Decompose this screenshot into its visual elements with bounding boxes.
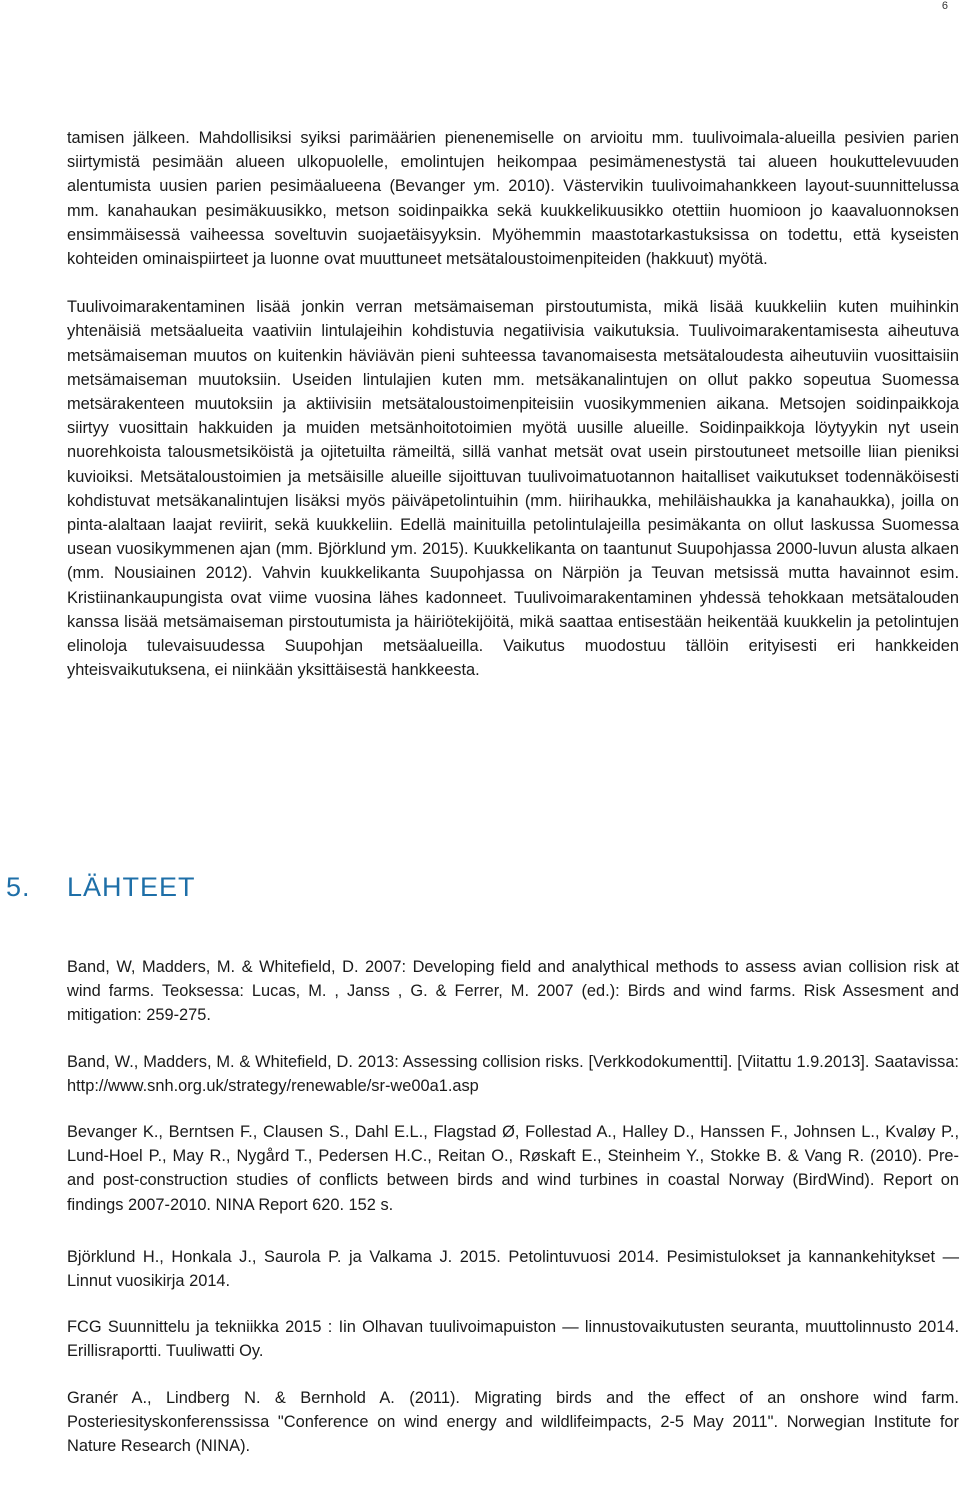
reference-item: Bevanger K., Berntsen F., Clausen S., Dahl E.L., Flagstad Ø, Follestad A., Halley D., Hanssen F., Johnsen L., Kvaløy P., Lund-Hoel P., May R., Nygård T., Pedersen H.C., Reitan O., Røskaft E., Steinheim Y., Stokke B. & Vang R. (2010). Pre- and post-construction studies of conflicts between birds and wind turbines in coastal Norway (BirdWind). Report on findings 2007-2010. NINA Report 620. 152 s. xyxy=(67,1123,959,1214)
reference-item: Band, W, Madders, M. & Whitefield, D. 2007: Developing field and analythical methods to assess avian collision risk at wind farms. Teoksessa: Lucas, M. , Janss , G. & Ferrer, M. 2007 (ed.): Birds and wind farms. Risk Assesment and mitigation: 259-275. xyxy=(67,958,959,1025)
section-title: LÄHTEET xyxy=(67,872,196,902)
body-text xyxy=(67,126,959,682)
reference-item: Band, W., Madders, M. & Whitefield, D. 2013: Assessing collision risks. [Verkkodokumentti]. [Viitattu 1.9.2013]. Saatavissa: http://www.snh.org.uk/strategy/renewable/sr-we00a1.asp xyxy=(67,1052,959,1095)
reference-list xyxy=(67,955,959,1458)
reference-item: Björklund H., Honkala J., Saurola P. ja Valkama J. 2015. Petolintuvuosi 2014. Pesimistulokset ja kannankehitykset — Linnut vuosikirja 2014. xyxy=(67,1247,959,1291)
body-paragraph: Tuulivoimarakentaminen lisää jonkin verran metsämaiseman pirstoutumista, mikä lisää kuukkeliin kuten muihinkin yhtenäisiä metsäalueita vaativiin lintulajeihin kohdistuvia negatiivisia vaikutuksia. Tuulivoimarakentamisesta aiheutuva metsämaiseman muutos on kuitenkin häviävän pieni suhteessa tavanomaisesta metsätaloudesta aiheutuviin vuosittaisiin metsämaiseman muutoksiin. Useiden lintulajien kuten mm. metsäkanalintujen on ollut pakko sopeutua Suomessa metsärakenteen muutoksiin ja aktiivisiin metsätaloustoimenpiteisiin vuosikymmenien aikana. Metsojen soidinpaikkoja siirtyy vuosittain hakkuiden ja muiden metsänhoitotoimien myötä uusille alueille. Soidinpaikkoja löytyykin nyt usein nuorehkoista talousmetsiköistä ja ojitetuilta rämeiltä, sillä vanhat metsät ovat usein pirstoutuneet metsoille liian pieniksi kuvioiksi. Metsätaloustoimien ja metsäisille alueille sijoittuvan tuulivoimatuotannon haitalliset vaikutukset todennäköisesti kohdistuvat metsäkanalintujen lisäksi myös päiväpetolintuihin (mm. hiirihaukka, mehiläishaukka ja kanahaukka), joilla on pinta-alaltaan laajat reviirit, sekä kuukkeliin. Edellä mainituilla petolintulajeilla pesimäkanta on ollut laskussa Suomessa usean vuosikymmenen ajan (mm. Björklund ym. 2015). Kuukkelikanta on taantunut Suupohjassa 2000-luvun alusta alkaen (mm. Nousiainen 2012). Vahvin kuukkelikanta Suupohjassa on Närpiön ja Teuvan metsissä mutta havainnot esim. Kristiinankaupungista ovat viime vuosina lähes kadonneet. Tuulivoimarakentaminen yhdessä tehokkaan metsätalouden kanssa lisää metsämaiseman pirstoutumista ja häiriötekijöitä, mikä saattaa entisestään heikentää kuukkelin ja petolintujen elinoloja tulevaisuudessa Suupohjan metsäalueilla. Vaikutus muodostuu tällöin erityisesti eri hankkeiden yhteisvaikutuksena, ei niinkään yksittäisestä hankkeesta. xyxy=(67,298,959,680)
reference-item: Granér A., Lindberg N. & Bernhold A. (2011). Migrating birds and the effect of an onshore wind farm. Posteriesityskonferenssissa "Conference on wind energy and wildlifeimpacts, 2-5 May 2011". Norwegian Institute for Nature Research (NINA). xyxy=(67,1388,959,1456)
body-paragraph: tamisen jälkeen. Mahdollisiksi syiksi parimäärien pienenemiselle on arvioitu mm. tuulivoimala-alueilla pesivien parien siirtymistä pesimään alueen ulkopuolelle, emolintujen heikompaa pesimämenestystä tai alueen houkuttelevuuden alentumista uusien parien pesimäalueena (Bevanger ym. 2010). Västervikin tuulivoimahankkeen layout-suunnittelussa mm. kanahaukan pesimäkuusikko, metson soidinpaikka sekä kuukkelikuusikko otettiin huomioon jo kaavaluonnoksen ensimmäisessä vaiheessa soveltuvin suojaetäisyyksin. Myöhemmin maastotarkastuksissa on todettu, että kyseisten kohteiden ominaispiirteet ja luonne ovat muuttuneet metsätaloustoimenpiteiden (hakkuut) myötä. xyxy=(67,129,959,269)
page-number: 6 xyxy=(941,0,948,12)
reference-item: FCG Suunnittelu ja tekniikka 2015 : Iin Olhavan tuulivoimapuiston — linnustovaikutusten seuranta, muuttolinnusto 2014. Erillisraportti. Tuuliwatti Oy. xyxy=(67,1318,959,1361)
section-number: 5. xyxy=(6,872,31,902)
section-heading xyxy=(6,872,196,903)
